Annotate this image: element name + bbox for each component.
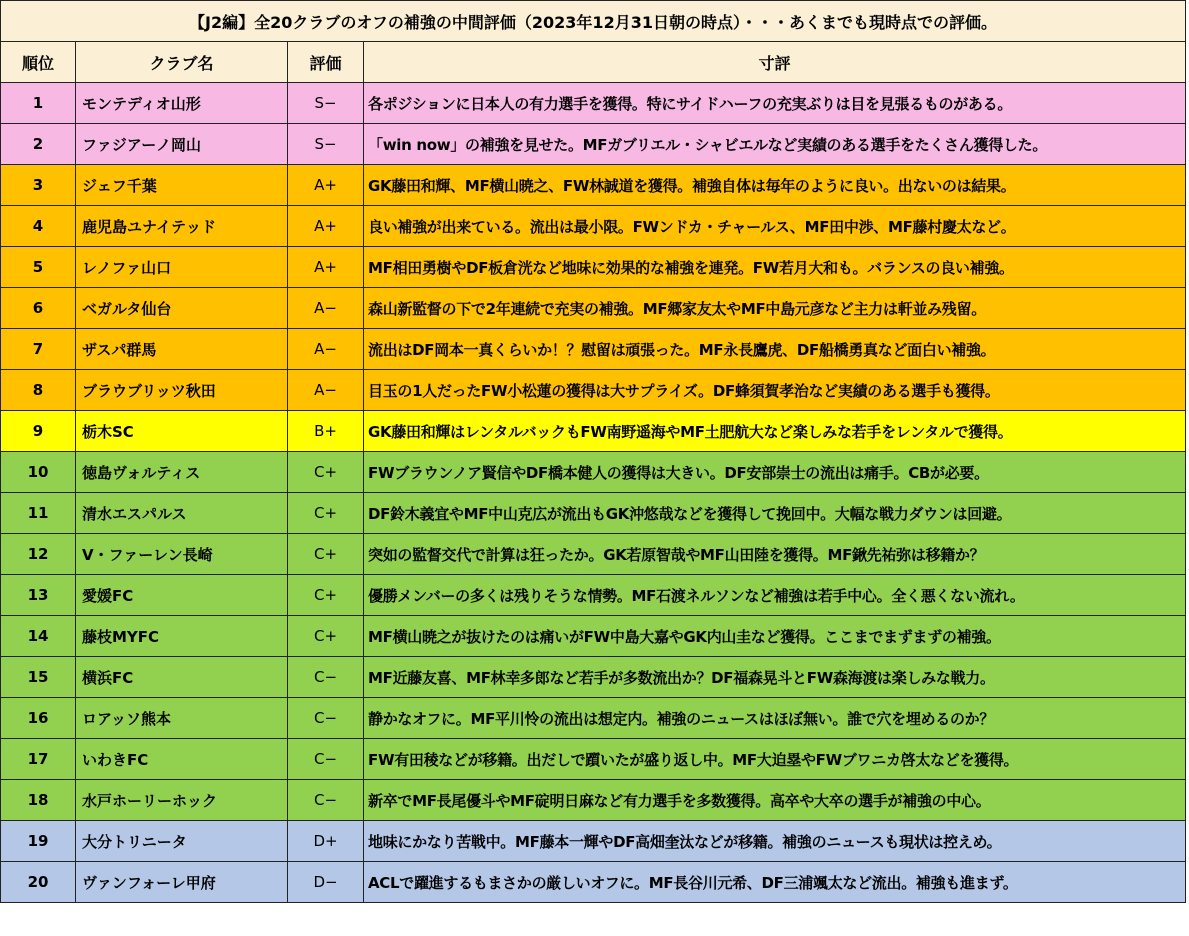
rank-cell: 4 (1, 206, 76, 247)
rank-cell: 7 (1, 329, 76, 370)
club-name-cell: いわきFC (76, 739, 288, 780)
table-row (1, 452, 1186, 493)
club-name-cell: 水戸ホーリーホック (76, 780, 288, 821)
rank-cell: 11 (1, 493, 76, 534)
grade-cell: C+ (288, 493, 364, 534)
club-name-cell: 鹿児島ユナイテッド (76, 206, 288, 247)
club-name-cell: 愛媛FC (76, 575, 288, 616)
comment-cell: DF鈴木義宜やMF中山克広が流出もGK沖悠哉などを獲得して挽回中。大幅な戦力ダウンは回避。 (364, 493, 1186, 534)
grade-cell: C− (288, 780, 364, 821)
table-row (1, 370, 1186, 411)
table-row (1, 165, 1186, 206)
club-name-cell: 徳島ヴォルティス (76, 452, 288, 493)
club-name-cell: ブラウブリッツ秋田 (76, 370, 288, 411)
comment-cell: 森山新監督の下で2年連続で充実の補強。MF郷家友太やMF中島元彦など主力は軒並み残留。 (364, 288, 1186, 329)
comment-cell: 優勝メンバーの多くは残りそうな情勢。MF石渡ネルソンなど補強は若手中心。全く悪くない流れ。 (364, 575, 1186, 616)
rank-cell: 12 (1, 534, 76, 575)
grade-cell: A+ (288, 206, 364, 247)
rank-cell: 19 (1, 821, 76, 862)
grade-cell: D+ (288, 821, 364, 862)
club-name-cell: レノファ山口 (76, 247, 288, 288)
grade-cell: C+ (288, 452, 364, 493)
comment-cell: 新卒でMF長尾優斗やMF碇明日麻など有力選手を多数獲得。高卒や大卒の選手が補強の中心。 (364, 780, 1186, 821)
comment-cell: FWブラウンノア賢信やDF橋本健人の獲得は大きい。DF安部崇士の流出は痛手。CBが必要。 (364, 452, 1186, 493)
rank-cell: 3 (1, 165, 76, 206)
comment-cell: FW有田稜などが移籍。出だしで躓いたが盛り返し中。MF大迫塁やFWブワニカ啓太などを獲得。 (364, 739, 1186, 780)
rank-cell: 13 (1, 575, 76, 616)
grade-cell: A+ (288, 165, 364, 206)
rank-cell: 18 (1, 780, 76, 821)
table-row (1, 288, 1186, 329)
comment-cell: MF相田勇樹やDF板倉洸など地味に効果的な補強を連発。FW若月大和も。バランスの良い補強。 (364, 247, 1186, 288)
comment-cell: GK藤田和輝、MF横山暁之、FW林誠道を獲得。補強自体は毎年のように良い。出ないのは結果。 (364, 165, 1186, 206)
title-row (1, 1, 1186, 42)
grade-cell: C− (288, 698, 364, 739)
rank-cell: 9 (1, 411, 76, 452)
grade-cell: C+ (288, 534, 364, 575)
rank-cell: 16 (1, 698, 76, 739)
table-row (1, 124, 1186, 165)
comment-cell: GK藤田和輝はレンタルバックもFW南野遥海やMF土肥航大など楽しみな若手をレンタルで獲得。 (364, 411, 1186, 452)
table-row (1, 329, 1186, 370)
club-name-cell: ベガルタ仙台 (76, 288, 288, 329)
table-row (1, 862, 1186, 903)
rank-cell: 8 (1, 370, 76, 411)
comment-cell: MF横山暁之が抜けたのは痛いがFW中島大嘉やGK内山圭など獲得。ここまでまずまずの補強。 (364, 616, 1186, 657)
grade-cell: C+ (288, 575, 364, 616)
club-name-cell: 藤枝MYFC (76, 616, 288, 657)
club-name-cell: モンテディオ山形 (76, 83, 288, 124)
table-row (1, 616, 1186, 657)
club-name-cell: V・ファーレン長崎 (76, 534, 288, 575)
header-comment: 寸評 (364, 42, 1186, 83)
comment-cell: MF近藤友喜、MF林幸多郎など若手が多数流出か？DF福森晃斗とFW森海渡は楽しみな戦力。 (364, 657, 1186, 698)
header-row (1, 42, 1186, 83)
rank-cell: 2 (1, 124, 76, 165)
rank-cell: 10 (1, 452, 76, 493)
comment-cell: ACLで躍進するもまさかの厳しいオフに。MF長谷川元希、DF三浦颯太など流出。補強も進まず。 (364, 862, 1186, 903)
club-name-cell: ヴァンフォーレ甲府 (76, 862, 288, 903)
club-name-cell: 横浜FC (76, 657, 288, 698)
table-row (1, 657, 1186, 698)
table-row (1, 206, 1186, 247)
rank-cell: 14 (1, 616, 76, 657)
rank-cell: 17 (1, 739, 76, 780)
comment-cell: 良い補強が出来ている。流出は最小限。FWンドカ・チャールス、MF田中渉、MF藤村慶太など。 (364, 206, 1186, 247)
header-grade: 評価 (288, 42, 364, 83)
club-name-cell: 大分トリニータ (76, 821, 288, 862)
table-title: 【J2編】全20クラブのオフの補強の中間評価（2023年12月31日朝の時点）・・・あくまでも現時点での評価。 (1, 1, 1186, 42)
rank-cell: 20 (1, 862, 76, 903)
rank-cell: 5 (1, 247, 76, 288)
comment-cell: 「win now」の補強を見せた。MFガブリエル・シャビエルなど実績のある選手をたくさん獲得した。 (364, 124, 1186, 165)
grade-cell: S− (288, 124, 364, 165)
club-name-cell: ジェフ千葉 (76, 165, 288, 206)
comment-cell: 各ポジションに日本人の有力選手を獲得。特にサイドハーフの充実ぶりは目を見張るものがある。 (364, 83, 1186, 124)
table-row (1, 411, 1186, 452)
club-name-cell: ザスパ群馬 (76, 329, 288, 370)
grade-cell: C− (288, 657, 364, 698)
grade-cell: A− (288, 288, 364, 329)
comment-cell: 突如の監督交代で計算は狂ったか。GK若原智哉やMF山田陸を獲得。MF鍬先祐弥は移籍か？ (364, 534, 1186, 575)
club-name-cell: 栃木SC (76, 411, 288, 452)
table-row (1, 83, 1186, 124)
club-name-cell: ロアッソ熊本 (76, 698, 288, 739)
table-row (1, 493, 1186, 534)
header-rank: 順位 (1, 42, 76, 83)
header-club: クラブ名 (76, 42, 288, 83)
club-name-cell: ファジアーノ岡山 (76, 124, 288, 165)
grade-cell: A− (288, 329, 364, 370)
rank-cell: 1 (1, 83, 76, 124)
grade-cell: S− (288, 83, 364, 124)
table-row (1, 575, 1186, 616)
table-row (1, 739, 1186, 780)
grade-cell: C− (288, 739, 364, 780)
grade-cell: C+ (288, 616, 364, 657)
club-name-cell: 清水エスパルス (76, 493, 288, 534)
comment-cell: 地味にかなり苦戦中。MF藤本一輝やDF高畑奎汰などが移籍。補強のニュースも現状は控えめ。 (364, 821, 1186, 862)
table-row (1, 821, 1186, 862)
grade-cell: D− (288, 862, 364, 903)
grade-cell: A− (288, 370, 364, 411)
comment-cell: 目玉の1人だったFW小松蓮の獲得は大サプライズ。DF蜂須賀孝治など実績のある選手も獲得。 (364, 370, 1186, 411)
rank-cell: 6 (1, 288, 76, 329)
rank-cell: 15 (1, 657, 76, 698)
comment-cell: 静かなオフに。MF平川怜の流出は想定内。補強のニュースはほぼ無い。誰で穴を埋めるのか？ (364, 698, 1186, 739)
table-row (1, 780, 1186, 821)
grade-cell: A+ (288, 247, 364, 288)
comment-cell: 流出はDF岡本一真くらいか！？慰留は頑張った。MF永長鷹虎、DF船橋勇真など面白い補強。 (364, 329, 1186, 370)
table-row (1, 534, 1186, 575)
table-row (1, 247, 1186, 288)
grade-cell: B+ (288, 411, 364, 452)
table-row (1, 698, 1186, 739)
